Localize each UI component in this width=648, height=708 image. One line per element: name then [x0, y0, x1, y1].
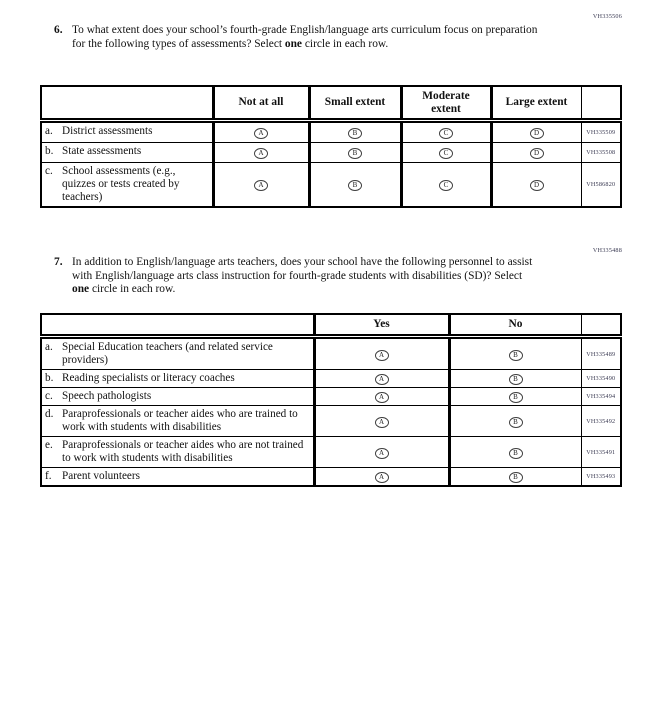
- code-column-header: [581, 86, 621, 121]
- row-item-code: VH335494: [581, 388, 621, 406]
- response-option-cell: [401, 163, 491, 208]
- column-header: [309, 86, 401, 121]
- row-letter: b.: [45, 145, 54, 157]
- response-option-cell: [449, 406, 581, 437]
- response-circle-b[interactable]: B: [348, 148, 362, 159]
- response-option-cell: [213, 121, 309, 143]
- response-option-cell: [491, 163, 581, 208]
- response-option-cell: [449, 388, 581, 406]
- row-label-inner: [45, 341, 310, 367]
- row-letter: d.: [45, 408, 54, 420]
- response-circle-b[interactable]: B: [509, 392, 523, 403]
- question-7-response-grid: [40, 313, 622, 487]
- response-option-cell: [401, 143, 491, 163]
- code-column-header: [581, 314, 621, 337]
- response-circle-b[interactable]: B: [348, 180, 362, 191]
- row-label-column-header: [41, 314, 314, 337]
- column-header: [314, 314, 449, 337]
- response-option-cell: [449, 437, 581, 468]
- table-row: [41, 370, 621, 388]
- response-option-cell: [401, 121, 491, 143]
- response-option-cell: [309, 143, 401, 163]
- question-6: [54, 24, 542, 51]
- response-option-cell: [491, 143, 581, 163]
- row-label-cell: [41, 370, 314, 388]
- row-item-code: VH335491: [581, 437, 621, 468]
- column-header-label: Moderate extent: [422, 90, 470, 115]
- response-option-cell: [449, 468, 581, 487]
- column-header: [491, 86, 581, 121]
- row-letter: c.: [45, 390, 53, 402]
- column-header-label: Not at all: [238, 96, 284, 109]
- column-header: [401, 86, 491, 121]
- response-circle-a[interactable]: A: [254, 180, 268, 191]
- row-label: School assessments (e.g., quizzes or tests created by teachers): [62, 165, 180, 203]
- question-text-pre: To what extent does your school’s fourth-grade English/language arts curriculum focus on preparation for the following types of assessments? Select: [72, 24, 538, 50]
- response-circle-c[interactable]: C: [439, 180, 453, 191]
- row-item-code: VH335490: [581, 370, 621, 388]
- row-label: Parent volunteers: [62, 470, 140, 482]
- row-label-column-header: [41, 86, 213, 121]
- column-header-label: No: [508, 318, 523, 331]
- row-label: Paraprofessionals or teacher aides who are not trained to work with students with disabilities: [62, 439, 304, 464]
- response-circle-b[interactable]: B: [509, 417, 523, 428]
- response-circle-c[interactable]: C: [439, 148, 453, 159]
- response-option-cell: [449, 370, 581, 388]
- response-option-cell: [314, 406, 449, 437]
- row-label-inner: [45, 165, 209, 204]
- row-label-inner: [45, 470, 310, 483]
- question-number: 6.: [54, 24, 63, 36]
- row-letter: e.: [45, 439, 53, 451]
- row-label-cell: [41, 406, 314, 437]
- column-header-label: Yes: [373, 318, 390, 331]
- response-circle-a[interactable]: A: [375, 350, 389, 361]
- response-circle-a[interactable]: A: [375, 392, 389, 403]
- response-option-cell: [309, 163, 401, 208]
- table-row: [41, 388, 621, 406]
- response-circle-d[interactable]: D: [530, 128, 544, 139]
- row-item-code: VH335489: [581, 337, 621, 370]
- header-row: [41, 86, 621, 121]
- row-label-inner: [45, 439, 310, 465]
- response-option-cell: [314, 437, 449, 468]
- response-circle-a[interactable]: A: [375, 472, 389, 483]
- row-item-code: VH335493: [581, 468, 621, 487]
- response-circle-a[interactable]: A: [254, 148, 268, 159]
- row-label-inner: [45, 408, 310, 434]
- column-header: [213, 86, 309, 121]
- row-label-cell: [41, 437, 314, 468]
- response-option-cell: [314, 337, 449, 370]
- question-text-pre: In addition to English/language arts teachers, does your school have the following personnel to assist with English/language arts class instruction for fourth-grade students with disabilities (SD)? Select: [72, 256, 533, 282]
- response-circle-b[interactable]: B: [509, 350, 523, 361]
- response-circle-c[interactable]: C: [439, 128, 453, 139]
- row-label: State assessments: [62, 145, 142, 157]
- row-label-cell: [41, 163, 213, 208]
- column-header-label: Small extent: [324, 96, 386, 109]
- row-label-cell: [41, 143, 213, 163]
- table-row: [41, 163, 621, 208]
- row-letter: c.: [45, 165, 53, 177]
- row-letter: a.: [45, 125, 53, 137]
- row-label-inner: [45, 125, 209, 138]
- response-circle-a[interactable]: A: [375, 417, 389, 428]
- response-circle-a[interactable]: A: [375, 374, 389, 385]
- row-label-cell: [41, 121, 213, 143]
- row-label-inner: [45, 145, 209, 158]
- response-option-cell: [309, 121, 401, 143]
- question-text: [72, 256, 542, 297]
- response-circle-b[interactable]: B: [509, 374, 523, 385]
- row-label: Reading specialists or literacy coaches: [62, 372, 235, 384]
- response-option-cell: [314, 370, 449, 388]
- table-row: [41, 121, 621, 143]
- response-circle-d[interactable]: D: [530, 148, 544, 159]
- response-circle-b[interactable]: B: [348, 128, 362, 139]
- row-item-code: VH335508: [581, 143, 621, 163]
- response-circle-a[interactable]: A: [375, 448, 389, 459]
- response-circle-b[interactable]: B: [509, 472, 523, 483]
- response-circle-d[interactable]: D: [530, 180, 544, 191]
- response-option-cell: [314, 388, 449, 406]
- row-label: Paraprofessionals or teacher aides who are trained to work with students with disabilities: [62, 408, 298, 433]
- response-circle-b[interactable]: B: [509, 448, 523, 459]
- row-label: District assessments: [62, 125, 153, 137]
- column-header: [449, 314, 581, 337]
- header-row: [41, 314, 621, 337]
- table-row: [41, 406, 621, 437]
- row-item-code: VH586820: [581, 163, 621, 208]
- response-option-cell: [491, 121, 581, 143]
- question-6-item-code: VH335506: [592, 13, 622, 20]
- row-item-code: VH335492: [581, 406, 621, 437]
- row-label-inner: [45, 390, 310, 403]
- row-label-cell: [41, 468, 314, 487]
- response-option-cell: [213, 143, 309, 163]
- row-letter: a.: [45, 341, 53, 353]
- table-row: [41, 468, 621, 487]
- question-number: 7.: [54, 256, 63, 268]
- response-option-cell: [449, 337, 581, 370]
- question-text-bold: one: [72, 283, 90, 296]
- response-option-cell: [314, 468, 449, 487]
- question-text-post: circle in each row.: [302, 37, 389, 50]
- row-label-cell: [41, 337, 314, 370]
- question-text: [72, 24, 542, 51]
- column-header-label: Large extent: [505, 96, 568, 109]
- question-7-item-code: VH335488: [592, 247, 622, 254]
- question-6-response-grid: [40, 85, 622, 208]
- row-item-code: VH335509: [581, 121, 621, 143]
- question-7: [54, 256, 552, 297]
- row-label: Speech pathologists: [62, 390, 152, 402]
- response-circle-a[interactable]: A: [254, 128, 268, 139]
- row-label-cell: [41, 388, 314, 406]
- table-row: [41, 143, 621, 163]
- row-letter: f.: [45, 470, 52, 482]
- question-text-bold: one: [284, 37, 302, 50]
- row-label: Special Education teachers (and related service providers): [62, 341, 273, 366]
- table-row: [41, 437, 621, 468]
- row-letter: b.: [45, 372, 54, 384]
- table-row: [41, 337, 621, 370]
- row-label-inner: [45, 372, 310, 385]
- response-option-cell: [213, 163, 309, 208]
- question-text-post: circle in each row.: [89, 283, 176, 296]
